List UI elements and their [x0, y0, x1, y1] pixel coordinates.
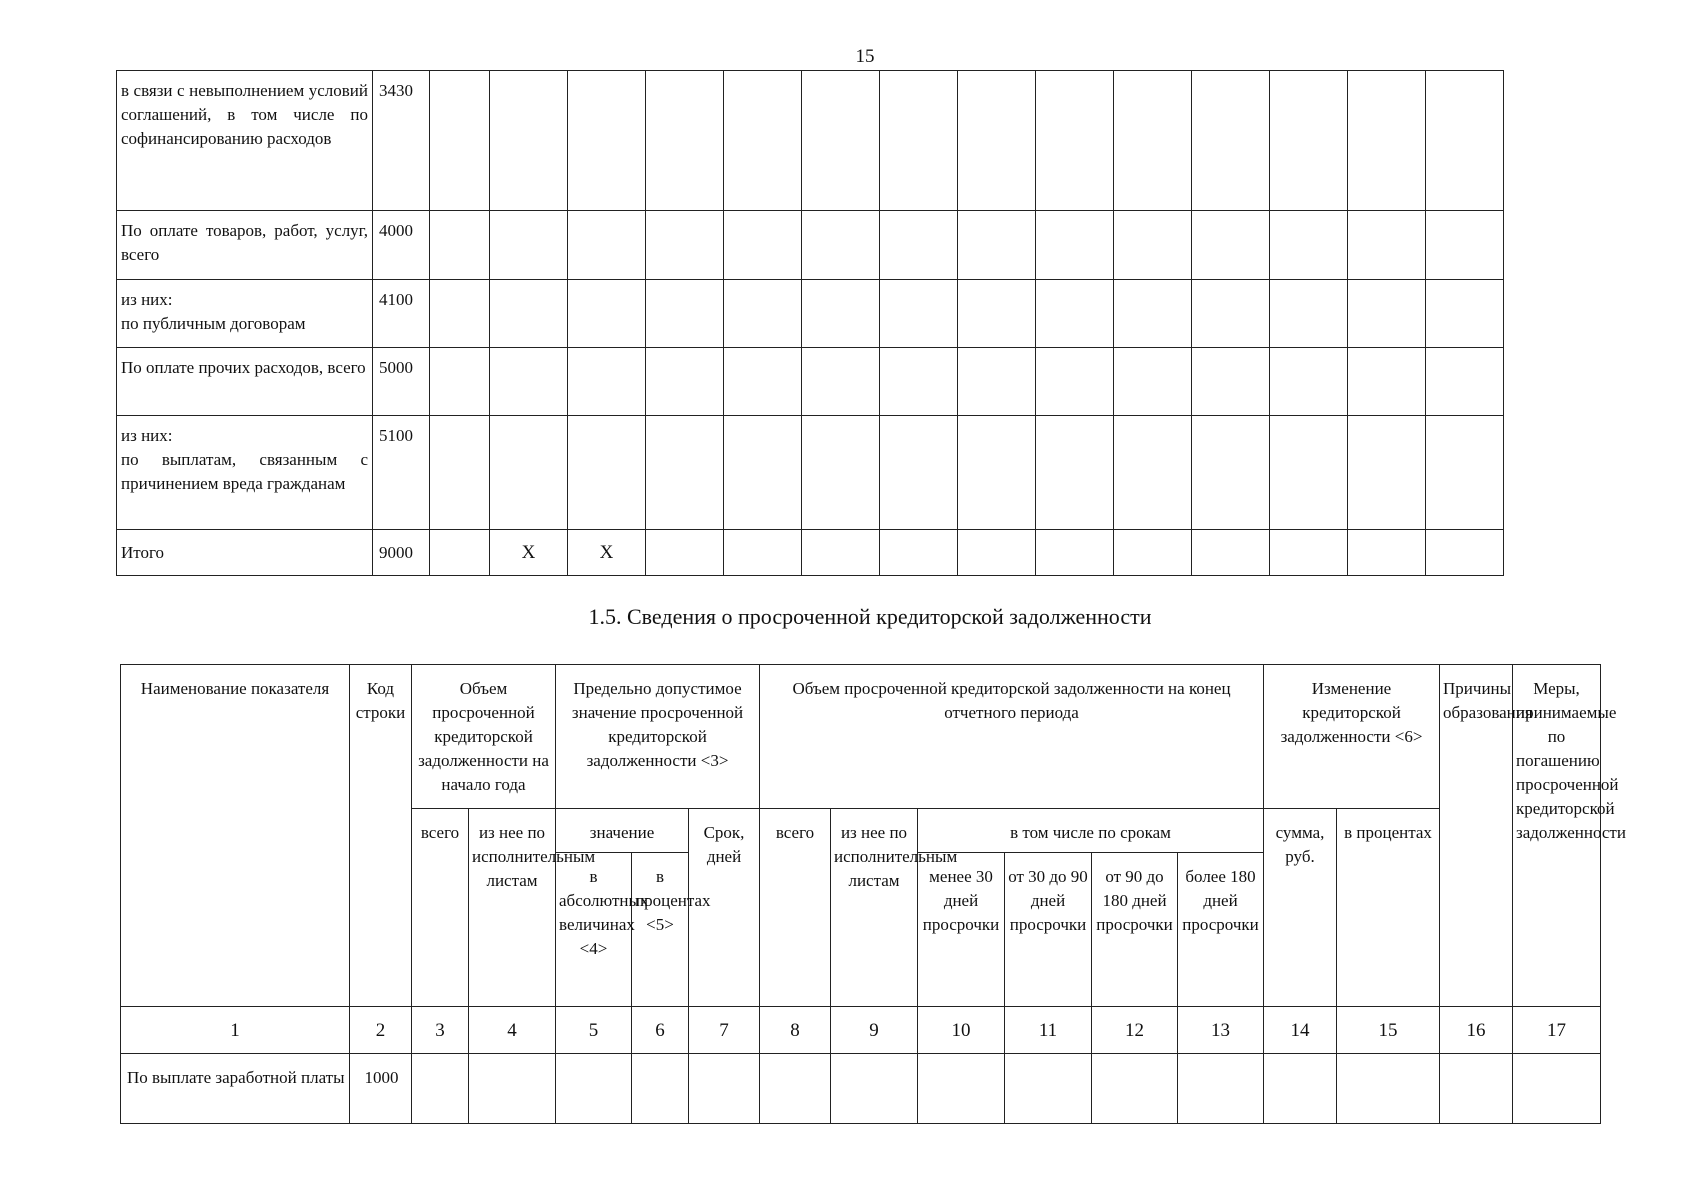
header-total-end: всего	[760, 809, 831, 1007]
column-number: 13	[1178, 1007, 1264, 1054]
column-number-row	[121, 1007, 1601, 1054]
column-number: 1	[121, 1007, 350, 1054]
row-name: По оплате товаров, работ, услуг, всего	[117, 211, 373, 280]
header-pct: в процентах <5>	[632, 853, 689, 1007]
header-gt180: более 180 дней просрочки	[1178, 853, 1264, 1007]
column-number: 15	[1337, 1007, 1440, 1054]
row-code: 3430	[373, 71, 430, 211]
column-number: 6	[632, 1007, 689, 1054]
header-reasons: Причины образования	[1440, 665, 1513, 1007]
header-measures: Меры, принимаемые по погашению просроченной кредиторской задолженности	[1513, 665, 1601, 1007]
header-30-90: от 30 до 90 дней просрочки	[1005, 853, 1092, 1007]
column-number: 7	[689, 1007, 760, 1054]
row-code: 4000	[373, 211, 430, 280]
header-change: Изменение кредиторской задолженности <6>	[1264, 665, 1440, 809]
row-name: в связи с невыполнением условий соглашений, в том числе по софинансированию расходов	[117, 71, 373, 211]
x-mark: X	[568, 530, 646, 576]
header-volume-start: Объем просроченной кредиторской задолженности на начало года	[412, 665, 556, 809]
table-row	[117, 280, 1504, 348]
column-number: 2	[350, 1007, 412, 1054]
column-number: 17	[1513, 1007, 1601, 1054]
row-code: 1000	[350, 1054, 412, 1124]
header-term: Срок, дней	[689, 809, 760, 1007]
table-row	[117, 71, 1504, 211]
column-number: 14	[1264, 1007, 1337, 1054]
row-name: из них: по выплатам, связанным с причинением вреда гражданам	[117, 416, 373, 530]
header-90-180: от 90 до 180 дней просрочки	[1092, 853, 1178, 1007]
column-number: 10	[918, 1007, 1005, 1054]
section-title: 1.5. Сведения о просроченной кредиторской задолженности	[588, 604, 1152, 629]
column-number: 5	[556, 1007, 632, 1054]
column-number: 9	[831, 1007, 918, 1054]
header-row	[121, 665, 1601, 809]
table-row	[117, 211, 1504, 280]
table-row	[117, 348, 1504, 416]
page-number: 15	[855, 46, 875, 67]
row-code: 5100	[373, 416, 430, 530]
x-mark: X	[490, 530, 568, 576]
row-name: Итого	[117, 530, 373, 576]
header-abs: в абсолютных величинах <4>	[556, 853, 632, 1007]
row-name: По выплате заработной платы	[121, 1054, 350, 1124]
header-value: значение	[556, 809, 689, 853]
row-code: 5000	[373, 348, 430, 416]
column-number: 8	[760, 1007, 831, 1054]
column-number: 4	[469, 1007, 556, 1054]
column-number: 12	[1092, 1007, 1178, 1054]
table-row	[121, 1054, 1601, 1124]
column-number: 11	[1005, 1007, 1092, 1054]
header-exec-start: из нее по исполнительным листам	[469, 809, 556, 1007]
overdue-payables-table	[120, 664, 1626, 1124]
header-sum-rub: сумма, руб.	[1264, 809, 1337, 1007]
header-max-allowed: Предельно допустимое значение просроченной кредиторской задолженности <3>	[556, 665, 760, 809]
row-code: 4100	[373, 280, 430, 348]
row-name: из них: по публичным договорам	[117, 280, 373, 348]
table-row	[117, 416, 1504, 530]
header-exec-end: из нее по исполнительным листам	[831, 809, 918, 1007]
row-code: 9000	[373, 530, 430, 576]
header-lt30: менее 30 дней просрочки	[918, 853, 1005, 1007]
header-name: Наименование показателя	[121, 665, 350, 1007]
column-number: 16	[1440, 1007, 1513, 1054]
row-name: По оплате прочих расходов, всего	[117, 348, 373, 416]
top-table	[116, 70, 1504, 576]
table-row	[117, 530, 1504, 576]
header-total-start: всего	[412, 809, 469, 1007]
header-in-percent: в процентах	[1337, 809, 1440, 1007]
header-volume-end: Объем просроченной кредиторской задолженности на конец отчетного периода	[760, 665, 1264, 809]
header-by-terms: в том числе по срокам	[918, 809, 1264, 853]
header-code: Код строки	[350, 665, 412, 1007]
column-number: 3	[412, 1007, 469, 1054]
